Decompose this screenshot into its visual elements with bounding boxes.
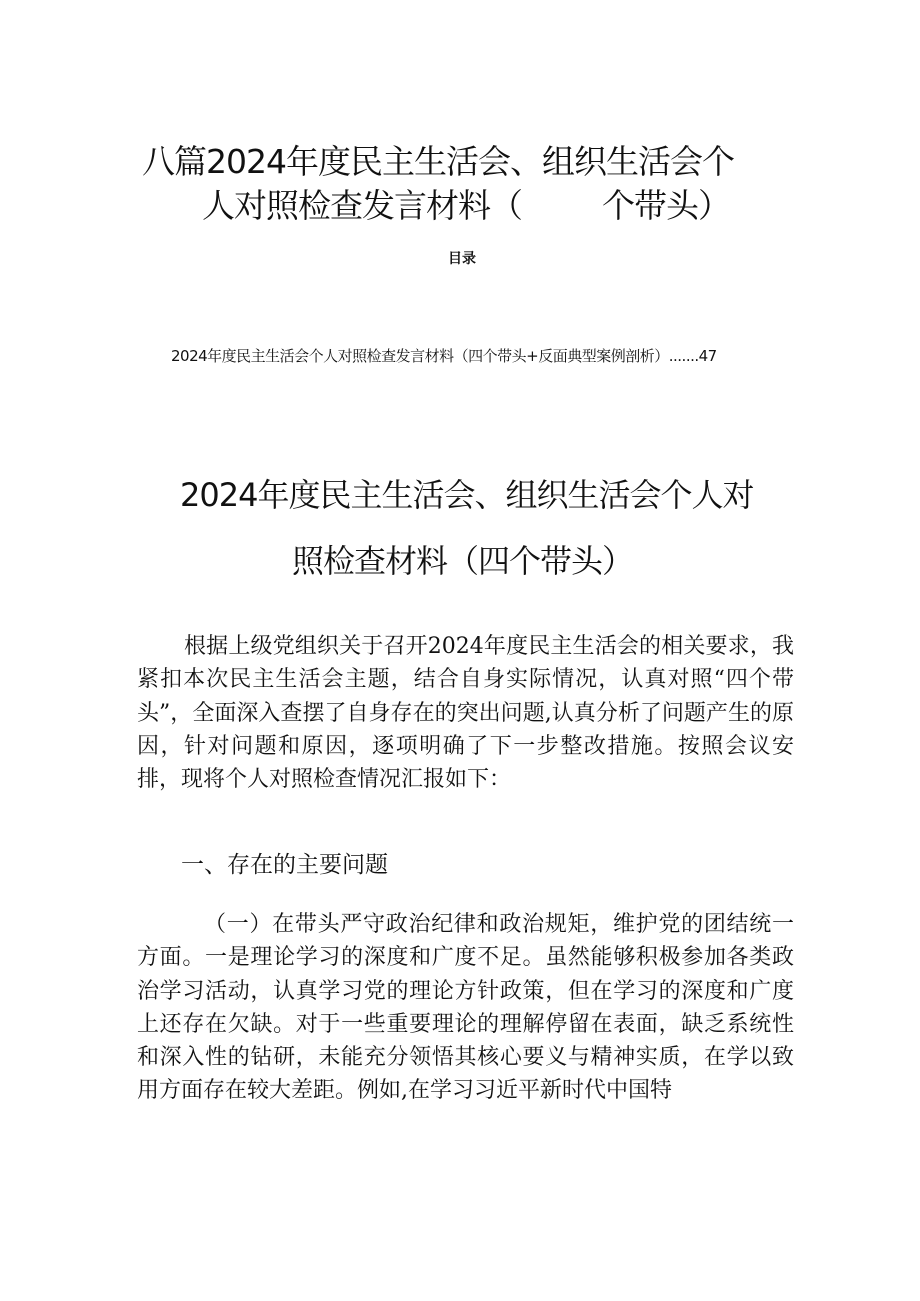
section-title-line-1: 2024年度民主生活会、组织生活会个人对 <box>180 476 754 514</box>
section-title-line-2: 照检查材料（四个带头） <box>292 542 634 580</box>
body-paragraph-intro: 根据上级党组织关于召开2024年度民主生活会的相关要求，我紧扣本次民主生活会主题，结合自身实际情况，认真对照“四个带头”，全面深入查摆了自身存在的突出问题,认真分析了问题产生的原因，针对问题和原因，逐项明确了下一步整改措施。按照会议安排，现将个人对照检查情况汇报如下： <box>137 634 794 793</box>
toc-heading: 目录 <box>448 251 476 267</box>
document-title-line-2-part-2: 个带头） <box>602 186 730 225</box>
document-title-line-2 <box>202 180 730 227</box>
toc-entry[interactable]: 2024年度民主生活会个人对照检查发言材料（四个带头+反面典型案例剖析）.......47 <box>171 347 717 365</box>
document-title-line-2-part-1: 人对照检查发言材料（ <box>202 186 522 225</box>
body-paragraph-political-discipline: （一）在带头严守政治纪律和政治规矩，维护党的团结统一方面。一是理论学习的深度和广度不足。虽然能够积极参加各类政治学习活动，认真学习党的理论方针政策，但在学习的深度和广度上还存在欠缺。对于一些重要理论的理解停留在表面，缺乏系统性和深入性的钻研，未能充分领悟其核心要义与精神实质，在学以致用方面存在较大差距。例如,在学习习近平新时代中国特 <box>137 912 794 1104</box>
document-title-line-1: 八篇2024年度民主生活会、组织生活会个 <box>142 142 734 181</box>
heading-main-problems: 一、存在的主要问题 <box>181 852 388 878</box>
